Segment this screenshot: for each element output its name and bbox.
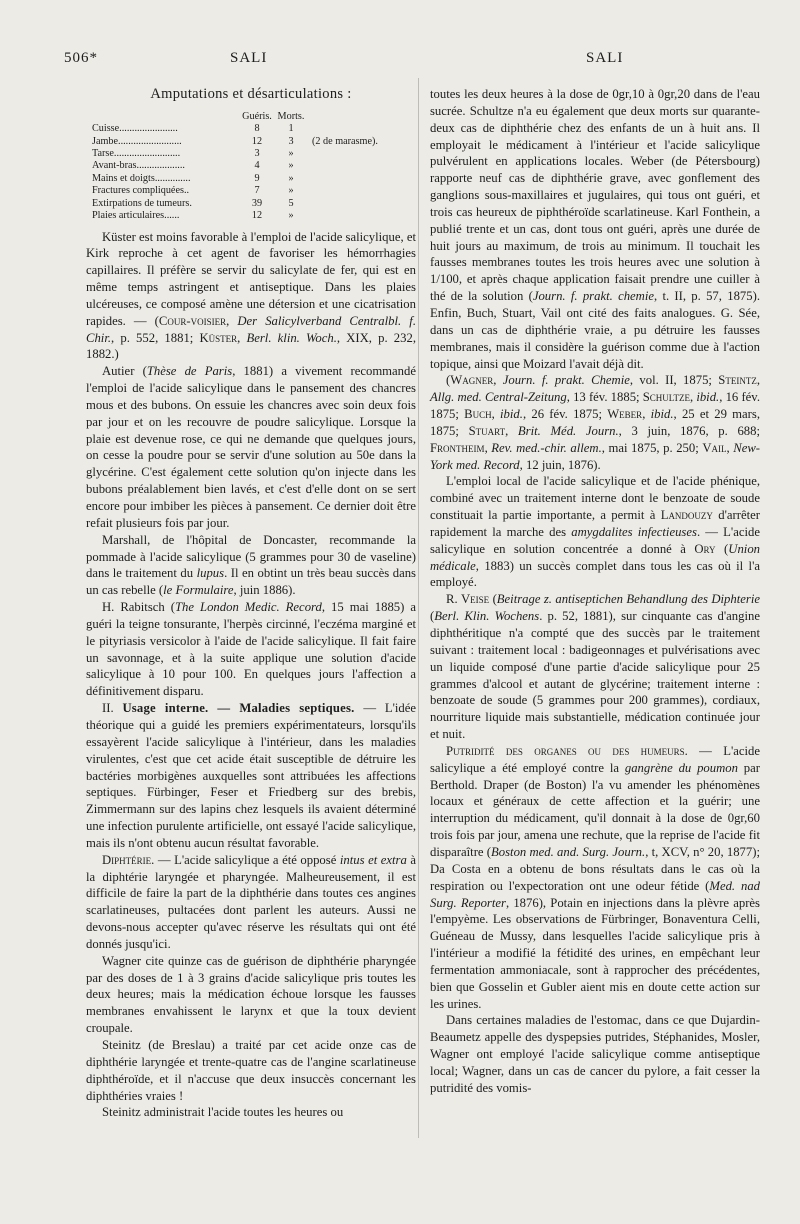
cell-note xyxy=(308,210,378,222)
cell-morts: » xyxy=(288,185,294,197)
table-row xyxy=(92,185,378,197)
cell-note: (2 de marasme). xyxy=(312,135,378,147)
paragraph-usage-interne: II. Usage interne. — Maladies septiques. — L'idée théorique qui a guidé les premiers expérimentateurs, lorsqu'ils essayèrent l'acide salicylique à l'intérieur, dans les maladies virulentes, c'est que cet acide était susceptible de détruire les bactéries morbigènes auxquelles sont attribuées les affections septiques. Fürbinger, Feser et Friedberg sur des brebis, Zimmermann sur des lapins chez lesquels ils avaient déterminé une infection purulente artificielle, ont essayé l'acide salicylique, mais ils n'ont obtenu aucun résultat favorable. xyxy=(86,701,416,850)
paragraph-autier: Autier (Thèse de Paris, 1881) a vivement recommandé l'emploi de l'acide salicylique dans le pansement des chancres mous et des bubons. On essuie les chancres avec soin deux fois par jour et on les recouvre de poudre salicylique. Lorsque la plaie est devenue rose, ce qui ne demande que quelques jours, on cesse la poudre pour se servir d'une solution au 50e dans la glycérine. C'est également cette solution qu'on injecte dans les bubons préalablement bien lavés, et c'est d'elle dont on se sert encore pour imbiber les pièces à pansement. Ce dernier doit être refait plusieurs fois par jour. xyxy=(86,364,417,530)
left-column xyxy=(86,86,416,1121)
table-row xyxy=(92,210,378,222)
paragraph-putridite: Putridité des organes ou des humeurs. — L'acide salicylique a été employé contre la gangrène du poumon par Berthold. Draper (de Boston) l'a vu amender les phénomènes locaux et généraux de cette affection et la guérir; une interruption du médicament, qu'il donnait à la dose de 0gr,60 trois fois par jour, amena une rechute, que la reprise de l'acide fit disparaître (Boston med. and. Surg. Journ., t, XCV, n° 20, 1877); Da Costa en a obtenu de bons résultats dans le cas où la respiration ou l'expectoration ont une odeur fétide (Med. nad Surg. Reporter, 1876), Potain en injections dans la plèvre après l'empyème. Les observations de Fürbringer, Bonaventura Celli, Guéneau de Mussy, dans lesquelles l'acide salicylique pris à l'intérieur a modifié la fétidité des urines, en empêchant leur fermentation ammoniacale, sont à rapprocher des précédentes, bien que Gosselin et Gubler aient mis en doute cette action sur les urines. xyxy=(430,743,761,1011)
cell-note xyxy=(308,185,378,197)
row-label: Tarse.......................... xyxy=(92,148,181,160)
table-row xyxy=(92,160,378,172)
cell-morts: » xyxy=(288,160,294,172)
subsection-heading: Usage interne. — Maladies septiques. xyxy=(122,701,355,716)
cell-note xyxy=(308,173,378,185)
paragraph-wagner: Wagner cite quinze cas de guérison de diphthérie pharyngée par des doses de 1 à 3 grains d'acide salicylique pris toutes les deux heures; mais la médication échoue lorsque les fausses membranes envahissent le larynx et que la toux devient croupale. xyxy=(86,953,416,1036)
running-title-right: SALI xyxy=(586,50,624,66)
cell-gueris: 7 xyxy=(254,185,260,197)
paragraph-marshall: Marshall, de l'hôpital de Doncaster, recommande la pommade à l'acide salicylique (5 grammes pour 30 de vaseline) dans le traitement du lupus. Il en obtint un très beau succès dans un cas rebelle (le Formulaire, juin 1886). xyxy=(86,532,416,598)
row-label: Mains et doigts.............. xyxy=(92,172,191,184)
cell-gueris: 4 xyxy=(254,160,260,172)
cell-gueris: 3 xyxy=(254,148,260,160)
paragraph-references: (Wagner, Journ. f. prakt. Chemie, vol. II, 1875; Steintz, Allg. med. Central-Zeitung, 13 fév. 1885; Schultze, ibid., 16 fév. 1875; Buch, ibid., 26 fév. 1875; Weber, ibid., 25 et 29 mars, 1875; Stuart, Brit. Méd. Journ., 3 juin, 1876, p. 688; Frontheim, Rev. med.-chir. allem., mai 1875, p. 250; Vail, New-York med. Record, 12 juin, 1876). xyxy=(430,373,761,472)
cell-gueris: 12 xyxy=(251,210,263,222)
table-header-row xyxy=(92,111,378,123)
subsection-heading: Diphtérie. xyxy=(102,852,155,867)
amputations-table xyxy=(92,111,378,223)
column-header: Guéris. xyxy=(242,110,272,122)
paragraph-veise: R. Veise (Beitrage z. antiseptichen Behandlung des Diphterie (Berl. Klin. Wochens. p. 52, 1881), sur cinquante cas d'angine diphthéritique n'a compté que des succès par le traitement suivant : traitement local : badigeonnages et pulvérisations avec un liquide composé d'une partie d'acide salicylique pour 25 grammes d'alcool et autant de glycérine; traitement interne : benzoate de soude (5 grammes pour 200 grammes), cordiaux, nourriture liquide mais substantielle, médication continuée jour et nuit. xyxy=(430,592,760,742)
row-label: Cuisse....................... xyxy=(92,123,178,135)
section-title: Amputations et désarticulations : xyxy=(150,86,352,102)
cell-gueris: 9 xyxy=(254,172,260,184)
subsection-heading: Putridité des organes ou des humeurs. xyxy=(446,743,688,758)
paragraph-emploi-local: L'emploi local de l'acide salicylique et de l'acide phénique, combiné avec un traitement interne dont le benzoate de soude constituait la partie importante, a permit à Landouzy d'arrêter rapidement la marche des amygdalites infectieuses. — L'acide salicylique en solution concentrée a donné à Ory (Union médicale, 1883) un succès complet dans tous les cas où il l'a employé. xyxy=(430,474,760,590)
cell-note xyxy=(308,198,378,210)
row-label: Jambe......................... xyxy=(92,135,182,147)
table-row xyxy=(92,136,378,148)
page-number: 506* xyxy=(64,50,98,66)
cell-note xyxy=(308,148,378,160)
cell-morts: 1 xyxy=(288,123,294,135)
column-divider xyxy=(418,78,419,1138)
right-column xyxy=(430,86,760,1097)
cell-note xyxy=(308,123,378,135)
row-label: Fractures compliquées.. xyxy=(92,185,190,197)
cell-morts: » xyxy=(288,148,294,160)
table-row xyxy=(92,198,378,210)
paragraph-steinitz: Steinitz (de Breslau) a traité par cet acide onze cas de diphthérie laryngée et trente-quatre cas de l'angine scarlatineuse diphthéroïde, et il n'accuse que deux insuccès concernant les diphthéries vraies ! xyxy=(86,1038,416,1103)
paragraph-kuster: Küster est moins favorable à l'emploi de l'acide salicylique, et Kirk reproche à cet agent de favoriser les hémorrhagies capillaires. Il préfère se servir du salicylate de fer, qui est en même temps astringent et antiseptique. Dans les plaies ulcéreuses, ce composé amène une détersion et une cicatrisation rapides. — (Cour-voisier, Der Salicylverband Centralbl. f. Chir., p. 552, 1881; Küster, Berl. klin. Woch., XIX, p. 232, 1882.) xyxy=(86,229,417,362)
paragraph-rabitsch: H. Rabitsch (The London Medic. Record, 15 mai 1885) a guéri la teigne tonsurante, l'herpès circinné, l'eczéma marginé et le pityriasis versicolor à l'aide de l'acide salicylique. Il fait faire un savonnage, et à la suite applique une solution d'acide salicylique à 10 pour 100. En quelques jours l'affection a définitivement disparu. xyxy=(86,600,416,699)
running-title-left: SALI xyxy=(230,50,268,66)
cell-gueris: 8 xyxy=(254,123,260,135)
table-row xyxy=(92,173,378,185)
table-row xyxy=(92,148,378,160)
cell-gueris: 12 xyxy=(251,135,263,147)
row-label: Extirpations de tumeurs. xyxy=(92,197,192,209)
cell-morts: 3 xyxy=(288,135,294,147)
cell-gueris: 39 xyxy=(251,197,263,209)
table-row xyxy=(92,123,378,135)
paragraph-continued: toutes les deux heures à la dose de 0gr,10 à 0gr,20 dans de l'eau sucrée. Schultze n'a eu également que deux morts sur quarante-deux cas de diphthérie chez des enfants de un à huit ans. Il employait le médicament à l'intérieur et l'acide salicylique pulvérulent en applications locales. Weber (de Pétersbourg) rapporte neuf cas de diphthérie grave, avec gonflement des ganglions sous-maxillaires et jugulaires, qui tous ont guéri, et trois cas heureux de piphthéroïde scarlatineuse. Karl Fonthein, a publié trente et un cas, dont tous ont guéri, après une durée de huit jours au maximum, de trois au minimum. Il touchait les fausses membranes toutes les trois heures avec une solution à 1/100, et après chaque application faisait prendre une cuiller à thé de la solution (Journ. f. prakt. chemie, t. II, p. 57, 1875). Enfin, Buch, Stuart, Vail ont cité des faits analogues. G. Sée, dans un cas de diphthérie vraie, a pu détruire les fausses membranes, mais il considère la guérison comme due à l'action topique, ainsi que Moizard l'avait déjà dit. xyxy=(430,87,760,371)
row-label: Avant-bras................... xyxy=(92,160,185,172)
paragraph-steinitz-cont: Steinitz administrait l'acide toutes les heures ou xyxy=(102,1105,344,1120)
cell-morts: » xyxy=(288,210,294,222)
cell-morts: » xyxy=(288,172,294,184)
cell-morts: 5 xyxy=(288,197,294,209)
cell-note xyxy=(308,160,378,172)
column-header: Morts. xyxy=(277,110,305,122)
row-label: Plaies articulaires...... xyxy=(92,210,180,222)
paragraph-estomac: Dans certaines maladies de l'estomac, dans ce que Dujardin-Beaumetz appelle des dyspepsies putrides, Stéphanides, Mosler, Wagner ont employé l'acide salicylique comme antiseptique local; Wagner, dans un cas de cancer du pylore, a fait cesser la putridité des vomis- xyxy=(430,1013,760,1095)
paragraph-diphterie: Diphtérie. — L'acide salicylique a été opposé intus et extra à la diphtérie laryngée et pharyngée. Malheureusement, il est difficile de faire la part de la diphthérie dans toutes ces angines scarlatineuses, pultacées dont parlent les auteurs. Aussi ne devons-nous accepter qu'avec réserve les résultats qui ont été donnés jusqu'ici. xyxy=(86,852,417,951)
